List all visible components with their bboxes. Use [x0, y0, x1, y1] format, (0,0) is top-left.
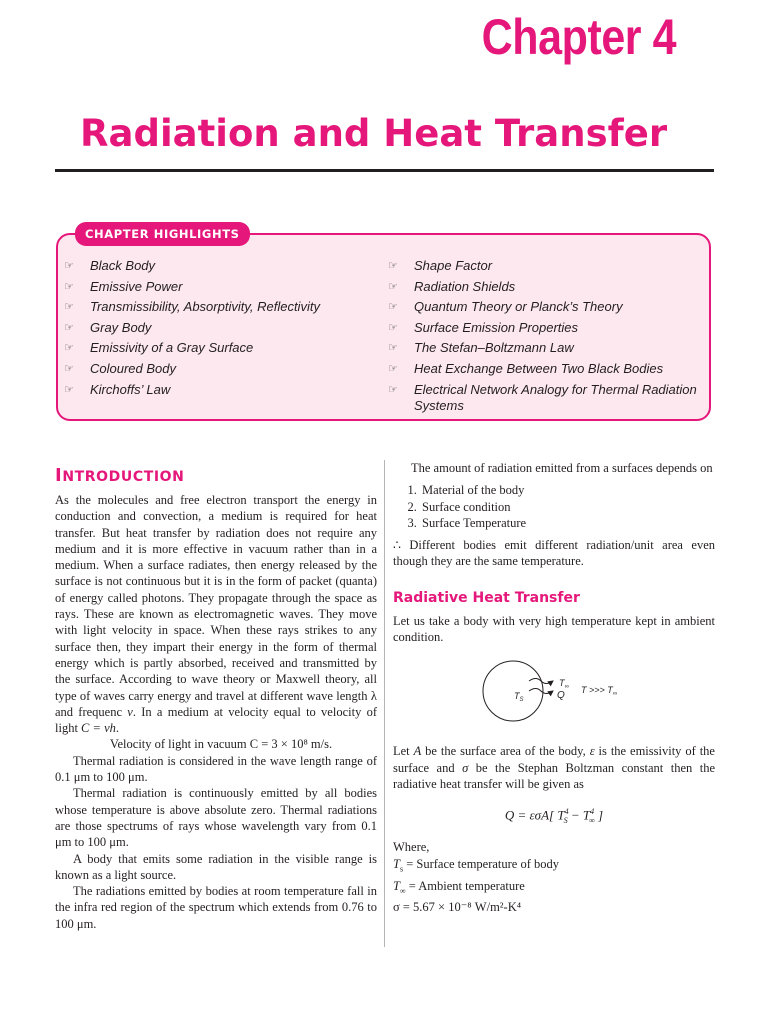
eq-sub: ∞ — [589, 816, 595, 826]
subscript: s — [399, 864, 404, 874]
pointing-hand-icon: ☞ — [64, 383, 74, 396]
body-circle — [483, 661, 543, 721]
right-column — [393, 460, 715, 916]
wavy-arrow-icon — [529, 689, 553, 694]
column-divider — [384, 460, 385, 947]
pointing-hand-icon: ☞ — [64, 321, 74, 334]
highlight-text: Coloured Body — [90, 360, 176, 376]
intro-paragraph-3: Thermal radiation is continuously emitted by all bodies whose temperature is above absolute zero. Thermal radiations are those spectrums of rays whose wavelength vary from 0.1 μm to 100 μm. — [55, 786, 377, 850]
highlight-item — [388, 258, 698, 279]
text: be the surface area of the body, — [421, 744, 590, 759]
velocity-line — [65, 736, 377, 752]
intro-paragraph-4: A body that emits some radiation in the visible range is known as a light source. — [55, 851, 377, 882]
highlight-item — [64, 340, 384, 361]
pointing-hand-icon: ☞ — [388, 321, 398, 334]
highlight-text: Heat Exchange Between Two Black Bodies — [414, 360, 664, 376]
intro-paragraph-1 — [55, 492, 377, 736]
pointing-hand-icon: ☞ — [388, 342, 398, 355]
highlight-text: Shape Factor — [414, 258, 493, 273]
definition-ts — [393, 856, 715, 878]
text: is the emissivity of the surface and — [393, 744, 715, 775]
left-column — [55, 460, 377, 932]
highlight-item — [388, 340, 698, 361]
temperature-relation: T >>> $T_\infty$ — [581, 685, 618, 698]
text: be the Stephan Boltzman constant then the radiative heat transfer will be given as — [393, 760, 715, 791]
highlight-item — [64, 320, 384, 341]
highlight-item — [388, 361, 698, 382]
highlight-text: Black Body — [90, 258, 156, 273]
highlight-text: The Stefan–Boltzmann Law — [414, 340, 574, 356]
chapter-title: Radiation and Heat Transfer — [80, 112, 668, 155]
pointing-hand-icon: ☞ — [388, 301, 398, 314]
text: . In a medium at velocity equal to velocity of light — [55, 704, 377, 736]
factor-list — [393, 482, 715, 531]
conclusion-paragraph: ∴ Different bodies emit different radiation/unit area even though they are the same temperature. — [393, 538, 715, 569]
definition-sigma: σ = 5.67 × 10⁻⁸ W/m²-K⁴ — [393, 900, 522, 915]
highlight-text: Emissivity of a Gray Surface — [90, 340, 254, 356]
ts-label: $T_S$ — [514, 691, 524, 704]
highlight-text: Electrical Network Analogy for Thermal Radiation Systems — [414, 381, 697, 413]
surface-area-paragraph — [393, 743, 715, 792]
factor-item: 3. Surface Temperature — [420, 515, 715, 531]
intro-paragraph-2: Thermal radiation is considered in the wave length range of 0.1 μm to 100 μm. — [55, 753, 377, 785]
highlight-item — [64, 258, 384, 279]
pointing-hand-icon: ☞ — [388, 260, 398, 272]
highlights-right-list — [388, 258, 698, 414]
factor-item: 2. Surface condition — [420, 499, 715, 515]
text: Velocity of light in vacuum — [109, 737, 250, 752]
where-label: Where, — [393, 840, 430, 855]
pointing-hand-icon: ☞ — [388, 383, 398, 396]
symbol: T — [393, 856, 400, 871]
pointing-hand-icon: ☞ — [64, 280, 74, 293]
definition-tinf — [393, 878, 715, 900]
nu-symbol: ν — [127, 704, 133, 719]
highlight-item — [64, 299, 384, 320]
radiation-depends-paragraph: The amount of radiation emitted from a surfaces depends on — [411, 461, 713, 475]
highlight-text: Transmissibility, Absorptivity, Reflectivity — [90, 299, 320, 315]
radiating-body-figure — [393, 653, 715, 731]
pointing-hand-icon: ☞ — [388, 362, 398, 375]
eq-text: Q = εσA[ T — [504, 807, 565, 823]
highlights-left-list — [64, 258, 384, 402]
symbol: T — [393, 878, 400, 893]
text: . — [115, 721, 119, 736]
area-symbol: A — [413, 744, 422, 759]
highlight-item — [388, 279, 698, 300]
epsilon-symbol: ε — [589, 744, 595, 759]
highlight-text: Emissive Power — [90, 278, 183, 294]
highlight-text: Surface Emission Properties — [414, 319, 579, 335]
formula: C = νh — [81, 721, 116, 736]
highlight-text: Radiation Shields — [414, 278, 516, 294]
subscript: ∞ — [399, 886, 406, 896]
chapter-label: Chapter 4 — [481, 9, 676, 65]
pointing-hand-icon: ☞ — [64, 342, 74, 355]
formula: C = 3 × 10⁸ m/s. — [249, 737, 333, 752]
pointing-hand-icon: ☞ — [64, 301, 74, 314]
tinf-label: $T_\infty$ — [559, 678, 569, 691]
title-rule — [55, 169, 714, 172]
eq-sup: 4 — [590, 807, 595, 817]
pointing-hand-icon: ☞ — [64, 362, 74, 375]
heading-initial: I — [55, 465, 63, 486]
eq-text: ] — [594, 807, 604, 823]
text: Let — [393, 744, 414, 759]
highlight-text: Quantum Theory or Planck’s Theory — [414, 299, 623, 315]
pointing-hand-icon: ☞ — [64, 260, 74, 272]
text: = Surface temperature of body — [403, 856, 560, 871]
highlight-text: Kirchoffs’ Law — [90, 381, 171, 397]
q-label: Q — [557, 690, 565, 702]
highlight-item — [64, 279, 384, 300]
highlight-item — [388, 299, 698, 320]
highlight-item — [388, 382, 698, 414]
radiative-heat-equation — [393, 804, 715, 829]
highlight-item — [64, 361, 384, 382]
highlight-item — [64, 382, 384, 403]
setup-paragraph: Let us take a body with very high temperature kept in ambient condition. — [393, 613, 715, 645]
introduction-heading — [55, 466, 377, 487]
radiating-body-diagram — [393, 653, 715, 731]
pointing-hand-icon: ☞ — [388, 280, 398, 293]
heading-rest: NTRODUCTION — [62, 469, 185, 485]
factor-item: 1. Material of the body — [420, 482, 715, 498]
text: = Ambient temperature — [405, 878, 525, 893]
highlight-text: Gray Body — [90, 319, 152, 335]
sigma-symbol: σ — [462, 760, 469, 775]
eq-sup: 4 — [564, 807, 569, 817]
eq-text: − T — [567, 807, 591, 823]
chapter-highlights-tab: CHAPTER HIGHLIGHTS — [75, 222, 250, 246]
intro-paragraph-5: The radiations emitted by bodies at room temperature fall in the infra red region of the spectrum which extends from 0.76 to 100 μm. — [55, 884, 377, 931]
eq-sub: S — [563, 816, 568, 826]
text: As the molecules and free electron transport the energy in conduction and convection, a medium is required for heat transfer. But heat transfer by radiation does not require any medium and it is more effective in vacuum rather than in a medium. When a surface radiates, then energy released by the surface is not continuous but it is in the form of packet (quanta) of energy called photons. They propagate through the space as rays. These are known as electromagnetic waves. They move with light velocity in space. When these rays strikes to any surface then, they impart their energy in the form of thermal energy which is partly absorbed, received and transmitted by the surface. According to wave theory or Maxwell theory, all type of waves carry energy and travel at different wave length λ and frequenc — [55, 493, 377, 719]
radiative-heat-transfer-heading: Radiative Heat Transfer — [393, 589, 580, 606]
highlight-item — [388, 320, 698, 341]
